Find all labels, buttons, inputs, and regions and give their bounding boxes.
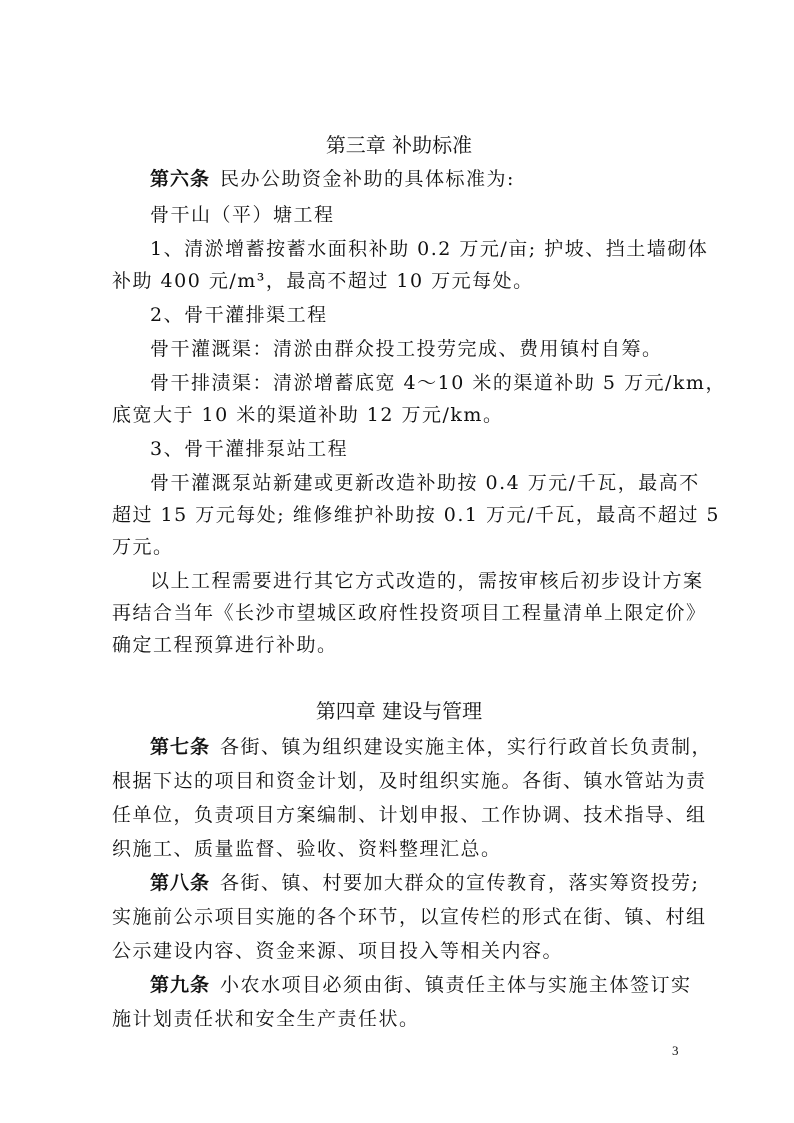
note-line-2: 再结合当年《长沙市望城区政府性投资项目工程量清单上限定价》 [112, 602, 707, 624]
article-7-line-3: 任单位，负责项目方案编制、计划申报、工作协调、技术指导、组 [112, 804, 707, 826]
section-2-irrigation: 骨干灌溉渠：清淤由群众投工投劳完成、费用镇村自筹。 [150, 338, 663, 360]
section-2-drain-line-1: 骨干排渍渠：清淤增蓄底宽 4～10 米的渠道补助 5 万元/km， [150, 372, 726, 394]
article-7-line-1 [112, 734, 713, 760]
article-9-label: 第九条 [150, 974, 211, 996]
article-9-text: 小农水项目必须由街、镇责任主体与实施主体签订实 [220, 974, 692, 996]
article-8-line-3: 公示建设内容、资金来源、项目投入等相关内容。 [112, 940, 564, 962]
article-6-label: 第六条 [150, 168, 211, 190]
article-7-line-2: 根据下达的项目和资金计划，及时组织实施。各街、镇水管站为责 [112, 770, 707, 792]
section-1-line-2: 补助 400 元/m³，最高不超过 10 万元每处。 [112, 270, 534, 292]
article-9-line-2: 施计划责任状和安全生产责任状。 [112, 1008, 420, 1030]
article-8-line-1 [112, 870, 700, 896]
section-3-line-1: 骨干灌溉泵站新建或更新改造补助按 0.4 万元/千瓦，最高不 [150, 472, 700, 494]
article-8-text: 各街、镇、村要加大群众的宣传教育，落实筹资投劳; [220, 872, 700, 894]
section-3-line-3: 万元。 [112, 536, 174, 558]
article-6 [112, 166, 686, 192]
article-8-label: 第八条 [150, 872, 211, 894]
section-1-line-1: 1、清淤增蓄按蓄水面积补助 0.2 万元/亩; 护坡、挡土墙砌体 [150, 238, 709, 260]
chapter-3-title: 第三章 补助标准 [325, 133, 473, 157]
article-8-line-2: 实施前公示项目实施的各个环节，以宣传栏的形式在街、镇、村组 [112, 906, 707, 928]
note-line-1: 以上工程需要进行其它方式改造的，需按审核后初步设计方案 [150, 570, 704, 592]
article-7-label: 第七条 [150, 736, 211, 758]
page-number: 3 [672, 1043, 679, 1058]
section-2-drain-line-2: 底宽大于 10 米的渠道补助 12 万元/km。 [112, 404, 504, 426]
section-3-title: 3、骨干灌排泵站工程 [150, 438, 349, 460]
article-7-text: 各街、镇为组织建设实施主体，实行行政首长负责制， [220, 736, 713, 758]
section-2-title: 2、骨干灌排渠工程 [150, 304, 328, 326]
chapter-4-title: 第四章 建设与管理 [315, 699, 483, 723]
article-7-line-4: 织施工、质量监督、验收、资料整理汇总。 [112, 838, 502, 860]
article-9-line-1 [112, 972, 692, 998]
section-3-line-2: 超过 15 万元每处; 维修维护补助按 0.1 万元/千瓦，最高不超过 5 [112, 504, 721, 526]
article-6-text: 民办公助资金补助的具体标准为: [220, 168, 515, 190]
section-1-title: 骨干山（平）塘工程 [150, 204, 335, 226]
note-line-3: 确定工程预算进行补助。 [112, 634, 338, 656]
